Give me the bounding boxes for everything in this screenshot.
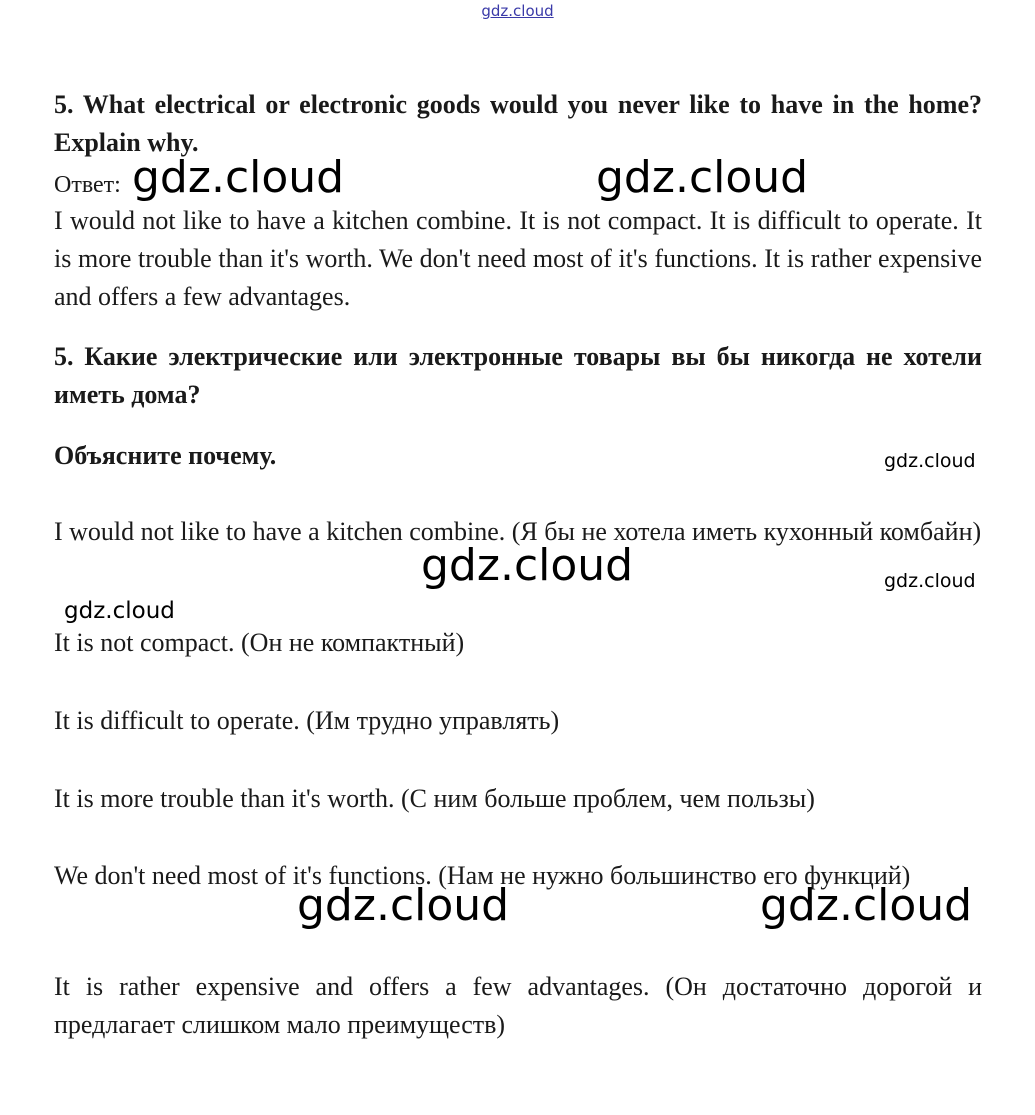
watermark-large: gdz.cloud — [760, 880, 973, 931]
translation-line-2: It is not compact. (Он не компактный) — [54, 628, 465, 657]
translation-line-1: I would not like to have a kitchen combine. (Я бы не хотела иметь кухонный комбайн) — [54, 517, 982, 546]
answer-label: Ответ: — [54, 172, 121, 198]
top-watermark-link[interactable]: gdz.cloud — [481, 2, 554, 20]
watermark-small: gdz.cloud — [884, 450, 976, 472]
watermark-large: gdz.cloud — [421, 540, 634, 591]
watermark-large: gdz.cloud — [297, 880, 510, 931]
watermark-small: gdz.cloud — [64, 598, 175, 624]
translation-line-5: We don't need most of it's functions. (Нам не нужно большинство его функций) — [54, 861, 911, 890]
translation-line-3: It is difficult to operate. (Им трудно управлять) — [54, 706, 560, 735]
question-english: 5. What electrical or electronic goods would you never like to have in the home? Explain why. — [54, 90, 982, 157]
watermark-small: gdz.cloud — [884, 570, 976, 592]
translation-line-6: It is rather expensive and offers a few advantages. (Он достаточно дорогой и предлагает слишком мало преимуществ) — [54, 972, 982, 1039]
translation-line-4: It is more trouble than it's worth. (С ним больше проблем, чем пользы) — [54, 784, 815, 813]
question-russian: 5. Какие электрические или электронные товары вы бы никогда не хотели иметь дома? — [54, 342, 982, 409]
answer-english: I would not like to have a kitchen combine. It is not compact. It is difficult to operate. It is more trouble than it's worth. We don't need most of it's functions. It is rather expensive and offers a few advantages. — [54, 206, 982, 311]
question-russian-explain: Объясните почему. — [54, 441, 277, 470]
watermark-large: gdz.cloud — [132, 152, 345, 203]
watermark-large: gdz.cloud — [596, 152, 809, 203]
